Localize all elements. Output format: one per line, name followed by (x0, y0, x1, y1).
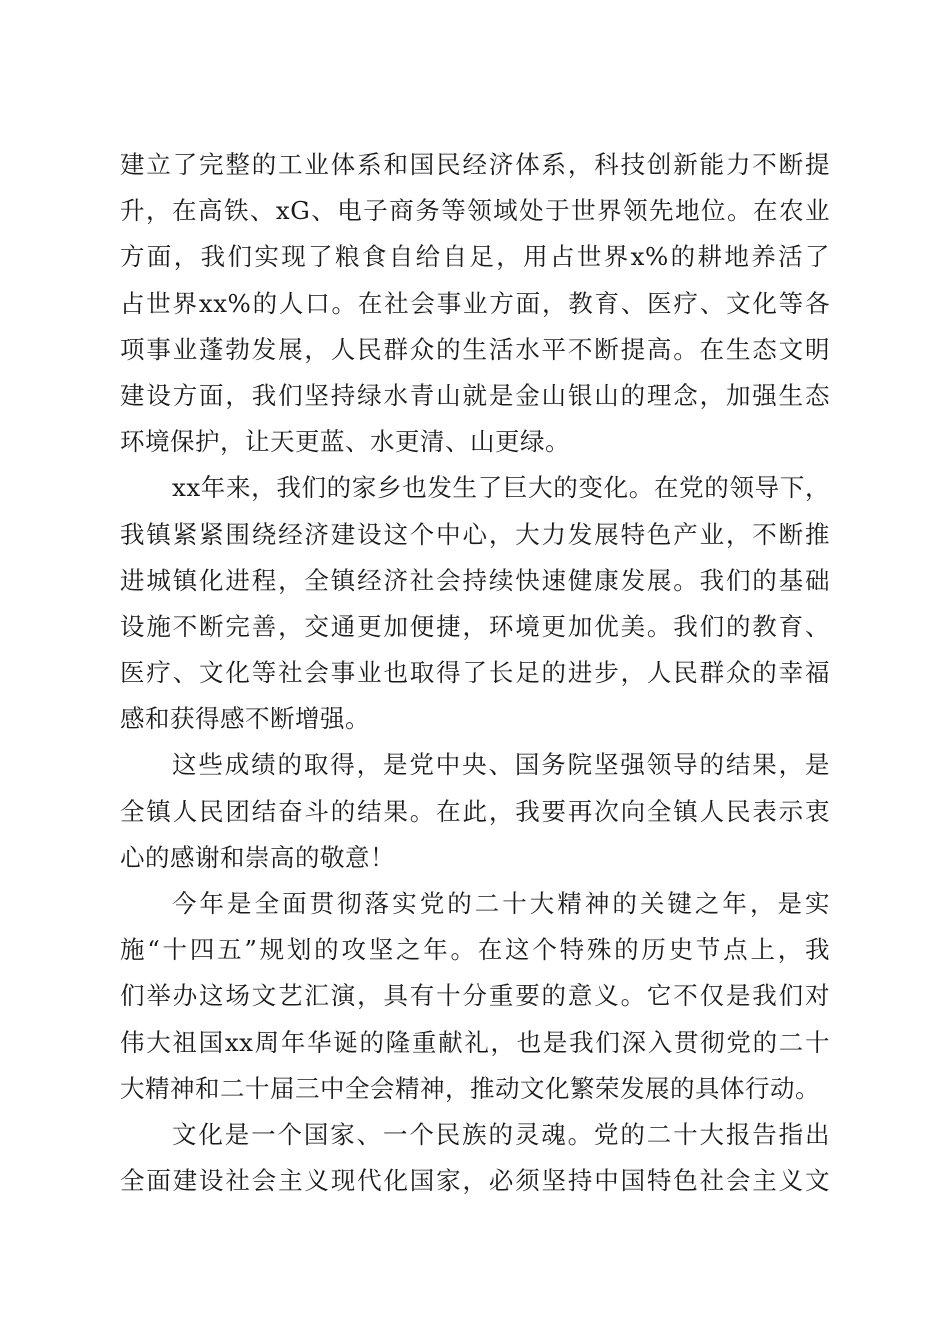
paragraph-1-line-5: 项事业蓬勃发展，人民群众的生活水平不断提高。在生态文明 (120, 334, 830, 364)
paragraph-1-line-6: 建设方面，我们坚持绿水青山就是金山银山的理念，加强生态 (120, 380, 830, 410)
paragraph-5-line-1: 文化是一个国家、一个民族的灵魂。党的二十大报告指出 (172, 1119, 830, 1149)
paragraph-3-line-2: 全镇人民团结奋斗的结果。在此，我要再次向全镇人民表示衷 (120, 796, 830, 826)
paragraph-2-line-2: 我镇紧紧围绕经济建设这个中心，大力发展特色产业，不断推 (120, 519, 830, 549)
paragraph-4-line-3: 们举办这场文艺汇演，具有十分重要的意义。它不仅是我们对 (120, 981, 830, 1011)
paragraph-1-line-1: 建立了完整的工业体系和国民经济体系，科技创新能力不断提 (120, 150, 830, 179)
paragraph-4-line-4: 伟大祖国xx周年华诞的隆重献礼，也是我们深入贯彻党的二十 (120, 1027, 830, 1057)
paragraph-2-line-6: 感和获得感不断增强。 (120, 704, 370, 734)
paragraph-2-line-4: 设施不断完善，交通更加便捷，环境更加优美。我们的教育、 (120, 611, 830, 641)
paragraph-3-line-1: 这些成绩的取得，是党中央、国务院坚强领导的结果，是 (172, 750, 830, 780)
paragraph-2-line-1: xx年来，我们的家乡也发生了巨大的变化。在党的领导下， (172, 473, 830, 503)
paragraph-1-line-3: 方面，我们实现了粮食自给自足，用占世界x%的耕地养活了 (120, 242, 830, 272)
paragraph-2-line-5: 医疗、文化等社会事业也取得了长足的进步，人民群众的幸福 (120, 658, 830, 688)
document-body (120, 142, 830, 1204)
paragraph-1-line-7: 环境保护，让天更蓝、水更清、山更绿。 (120, 427, 570, 457)
paragraph-1-line-4: 占世界xx%的人口。在社会事业方面，教育、医疗、文化等各 (120, 288, 830, 318)
paragraph-4-line-2: 施“十四五”规划的攻坚之年。在这个特殊的历史节点上，我 (120, 935, 830, 965)
paragraph-3-line-3: 心的感谢和崇高的敬意！ (120, 842, 395, 872)
paragraph-4-line-5: 大精神和二十届三中全会精神，推动文化繁荣发展的具体行动。 (120, 1073, 820, 1103)
paragraph-1-line-2: 升，在高铁、xG、电子商务等领域处于世界领先地位。在农业 (120, 196, 830, 226)
paragraph-2-line-3: 进城镇化进程，全镇经济社会持续快速健康发展。我们的基础 (120, 565, 830, 595)
paragraph-4-line-1: 今年是全面贯彻落实党的二十大精神的关键之年，是实 (172, 889, 830, 918)
paragraph-5-line-2: 全面建设社会主义现代化国家，必须坚持中国特色社会主义文 (120, 1166, 830, 1196)
